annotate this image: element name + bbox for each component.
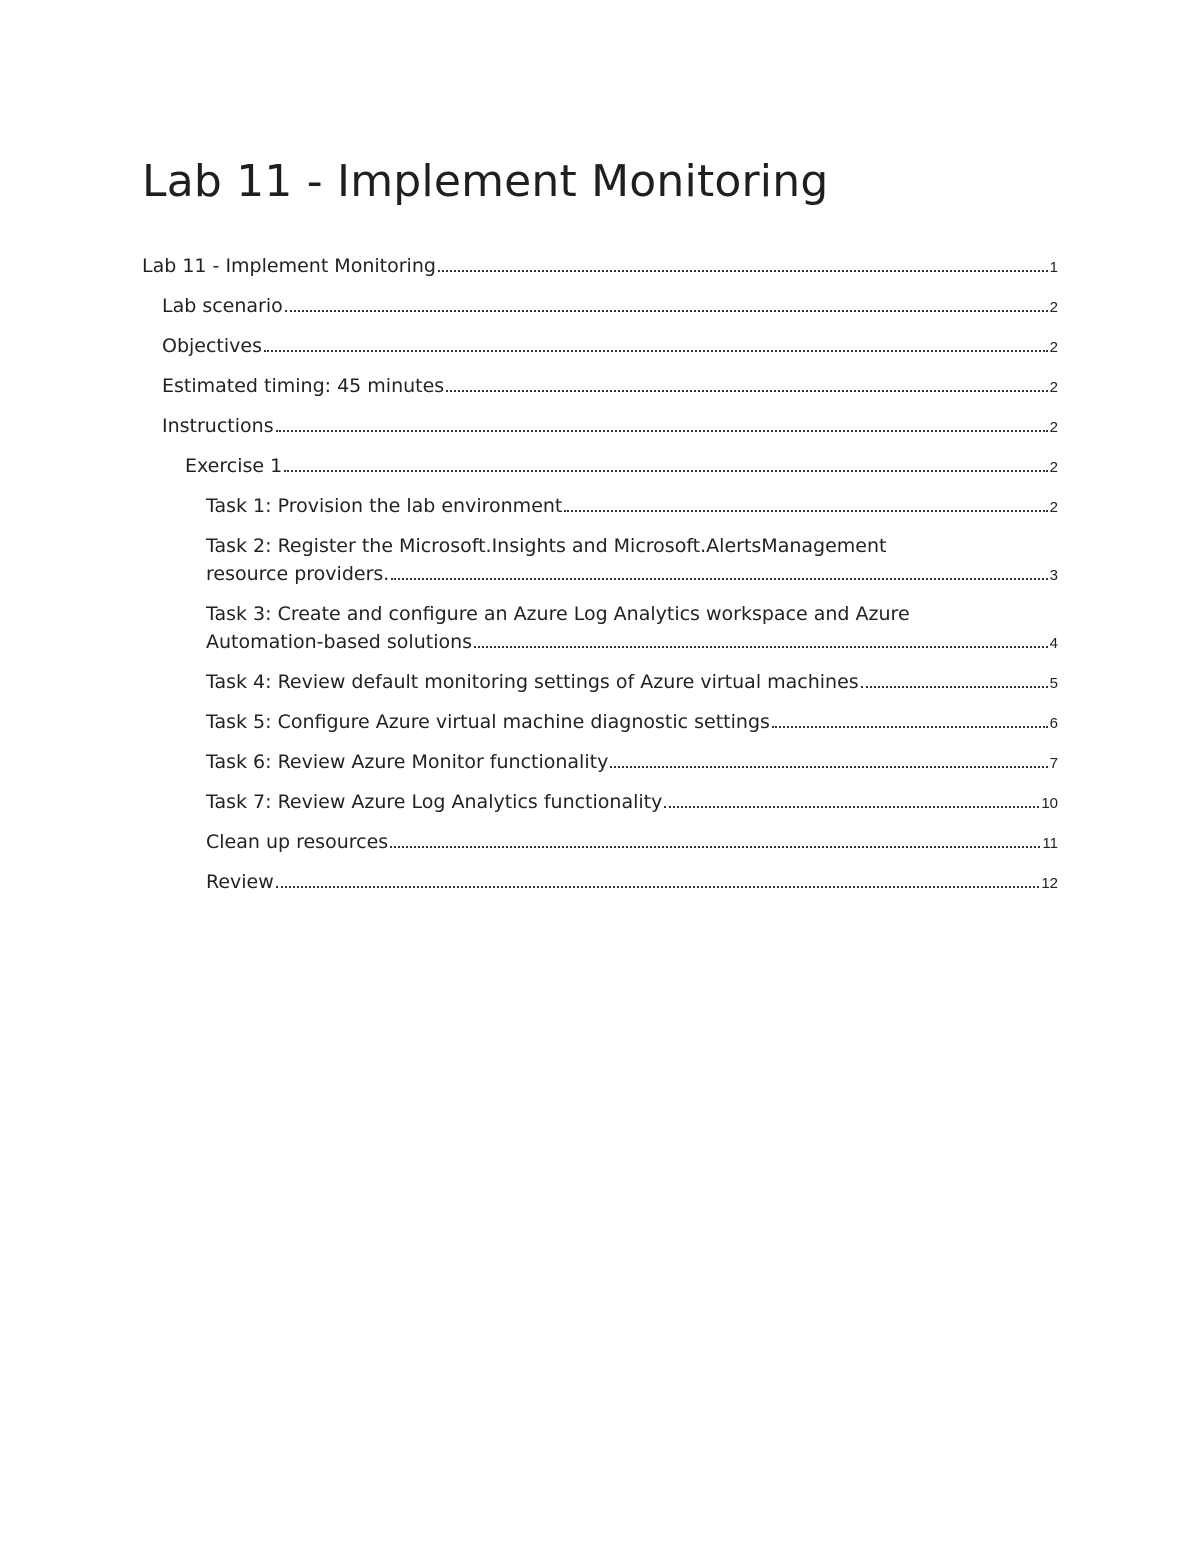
toc-dot-leader: [772, 725, 1048, 728]
toc-entry-line: [206, 668, 1058, 698]
toc-entry-line: [162, 292, 1058, 322]
toc-entry[interactable]: [142, 412, 1058, 442]
toc-dot-leader: [390, 845, 1040, 848]
toc-dot-leader: [276, 885, 1040, 888]
toc-entry-line: [162, 332, 1058, 362]
toc-entry-text: Task 1: Provision the lab environment: [206, 495, 563, 517]
toc-entry[interactable]: [142, 788, 1058, 818]
toc-dot-leader: [285, 309, 1048, 312]
toc-entry[interactable]: [142, 252, 1058, 282]
toc-entry-line: [142, 252, 1058, 282]
page-title: Lab 11 - Implement Monitoring: [142, 156, 829, 207]
toc-entry-line: [206, 788, 1058, 818]
toc-dot-leader: [284, 469, 1047, 472]
toc-entry-line: [206, 868, 1058, 898]
toc-entry[interactable]: [142, 292, 1058, 322]
toc-page-number: 2: [1049, 419, 1058, 436]
toc-entry[interactable]: [142, 668, 1058, 698]
toc-entry-text: resource providers.: [206, 563, 390, 585]
toc-entry-line: [206, 560, 1058, 590]
toc-entry[interactable]: [142, 868, 1058, 898]
toc-entry-line: [206, 628, 1058, 658]
toc-entry-text: Instructions: [162, 415, 274, 437]
toc-entry-line: [206, 708, 1058, 738]
toc-entry-text: Task 3: Create and configure an Azure Log Analytics workspace and Azure: [206, 603, 910, 625]
toc-page-number: 5: [1049, 675, 1058, 692]
toc-entry-text: Task 6: Review Azure Monitor functionality: [206, 751, 609, 773]
toc-dot-leader: [564, 509, 1047, 512]
toc-entry-line: [162, 372, 1058, 402]
toc-page-number: 6: [1049, 715, 1058, 732]
toc-dot-leader: [474, 645, 1048, 648]
toc-entry-text: Clean up resources: [206, 831, 389, 853]
toc-page-number: 10: [1041, 795, 1058, 812]
toc-entry-text: Task 2: Register the Microsoft.Insights and Microsoft.AlertsManagement: [206, 535, 887, 557]
toc-entry-text: Task 7: Review Azure Log Analytics functionality: [206, 791, 663, 813]
toc-page-number: 2: [1049, 299, 1058, 316]
toc-entry-line: [206, 828, 1058, 858]
toc-entry-text: Review: [206, 871, 274, 893]
toc-dot-leader: [664, 805, 1039, 808]
toc-dot-leader: [391, 577, 1047, 580]
toc-entry-text: Task 4: Review default monitoring settings of Azure virtual machines: [206, 671, 859, 693]
toc-dot-leader: [438, 269, 1048, 272]
toc-entry[interactable]: [142, 532, 1058, 590]
toc-entry[interactable]: [142, 600, 1058, 658]
toc-page-number: 2: [1049, 499, 1058, 516]
toc-entry-line: [206, 492, 1058, 522]
toc-entry[interactable]: [142, 748, 1058, 778]
toc-dot-leader: [861, 685, 1048, 688]
toc-page-number: 2: [1049, 379, 1058, 396]
toc-entry-line: [185, 452, 1058, 482]
toc-entry-line: [206, 748, 1058, 778]
toc-dot-leader: [276, 429, 1048, 432]
toc-dot-leader: [446, 389, 1047, 392]
toc-entry[interactable]: [142, 452, 1058, 482]
toc-page-number: 12: [1041, 875, 1058, 892]
toc-page-number: 2: [1049, 459, 1058, 476]
toc-entry-line: [162, 412, 1058, 442]
toc-dot-leader: [610, 765, 1047, 768]
toc-page-number: 4: [1049, 635, 1058, 652]
toc-page-number: 7: [1049, 755, 1058, 772]
toc-entry-text: Lab 11 - Implement Monitoring: [142, 255, 436, 277]
toc-entry[interactable]: [142, 372, 1058, 402]
toc-entry-text: Estimated timing: 45 minutes: [162, 375, 445, 397]
toc-entry[interactable]: [142, 492, 1058, 522]
toc-page-number: 11: [1042, 835, 1058, 852]
toc-entry[interactable]: [142, 332, 1058, 362]
toc-entry[interactable]: [142, 828, 1058, 858]
table-of-contents: [142, 252, 1058, 908]
toc-page-number: 2: [1049, 339, 1058, 356]
toc-dot-leader: [264, 349, 1048, 352]
toc-entry-text: Exercise 1: [185, 455, 283, 477]
toc-entry-text: Automation-based solutions: [206, 631, 473, 653]
toc-entry-text: Objectives: [162, 335, 262, 357]
toc-entry-text: Lab scenario: [162, 295, 283, 317]
toc-entry-text: Task 5: Configure Azure virtual machine diagnostic settings: [206, 711, 770, 733]
toc-page-number: 1: [1049, 259, 1058, 276]
toc-entry[interactable]: [142, 708, 1058, 738]
toc-page-number: 3: [1049, 567, 1058, 584]
